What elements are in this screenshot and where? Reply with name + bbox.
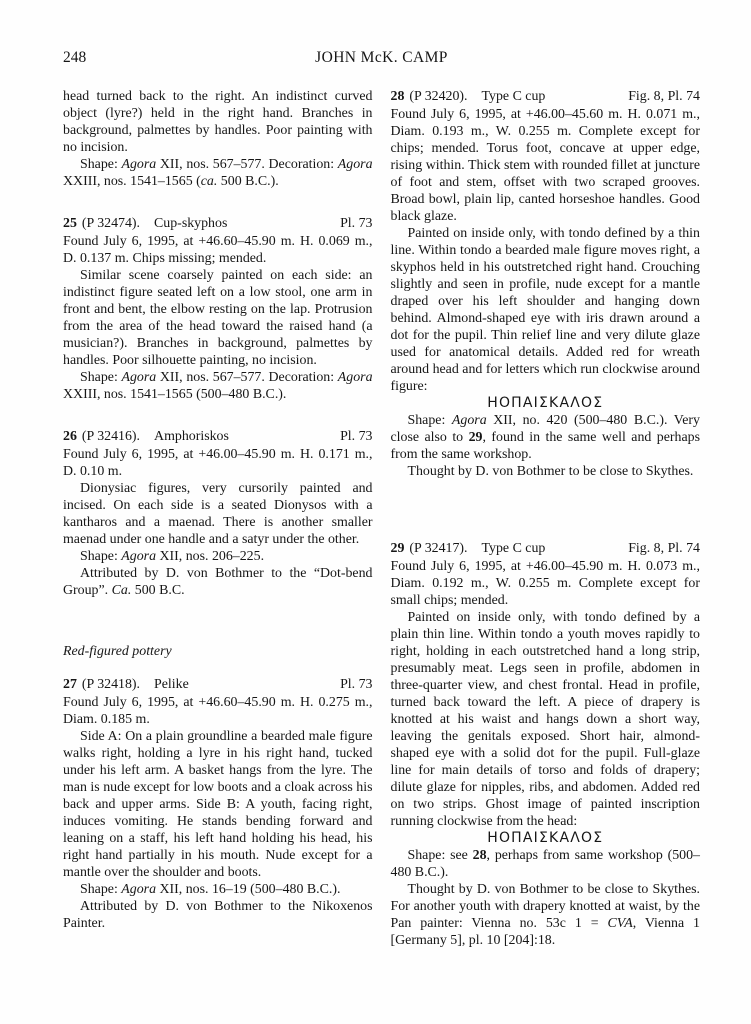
continuation-paragraph: head turned back to the right. An indistinct curved object (lyre?) held in the right hand. Branches in background, palmettes by handles. Poor painting with no incision. xyxy=(63,89,373,155)
entry-27-findspot: Found July 6, 1995, at +46.60–45.90 m. H. 0.275 m., Diam. 0.185 m. xyxy=(63,695,373,727)
entry-28-number: 28 xyxy=(390,89,405,104)
section-heading-red-figured-pottery: Red-figured pottery xyxy=(63,644,172,659)
entry-28-attribution: Thought by D. von Bothmer to be close to Skythes. xyxy=(407,464,694,479)
entry-29-description: Painted on inside only, with tondo defined by a plain thin line. Within tondo a youth moves rapidly to right, holding in each outstretched hand a long strip, presumably meat. Legs seen in profile, abdomen in three-quarter view, and chest frontal. Head in profile, turned back toward the left. A piece of drapery is knotted at his waist and hangs down a short way, leaving the genitals exposed. Short hair, almond-shaped eye with a solid dot for the pupil. Full-glaze line for main details of torso and folds of drapery; dilute glaze for nipples, ribs, and abdomen. Added red on two strips. Ghost image of painted inscription running clockwise from the head: xyxy=(390,610,700,829)
entry-28-shape-name: Type C cup xyxy=(481,89,546,104)
entry-29-greek-inscription: ΗΟΠΑΙΣΚΑΛΟΣ xyxy=(487,830,604,846)
entry-25-description: Similar scene coarsely painted on each side: an indistinct figure seated left on a low stool, one arm in front and bent, the elbow resting on the lap. Protrusion from the area of the head toward the raised hand (a musician?). Branches in background, palmettes by handles. Poor silhouette painting, no incision. xyxy=(63,268,373,368)
entry-27-attribution: Attributed by D. von Bothmer to the Nikoxenos Painter. xyxy=(63,899,373,931)
catalog-entry-27 xyxy=(63,676,373,932)
entry-27-inventory-number: (P 32418). xyxy=(81,677,141,692)
entry-28-figure-plate-ref: Fig. 8, Pl. 74 xyxy=(628,89,700,104)
entry-29-inventory-number: (P 32417). xyxy=(409,541,468,556)
right-column xyxy=(391,88,701,949)
catalog-entry-25 xyxy=(63,215,373,403)
entry-28-heading xyxy=(391,88,701,105)
entry-26-shape-ref: Shape: Agora XII, nos. 206–225. xyxy=(80,549,265,564)
catalog-entry-26 xyxy=(63,428,373,599)
entry-27-heading xyxy=(63,676,373,693)
entry-27-shape-ref: Shape: Agora XII, nos. 16–19 (500–480 B.C.). xyxy=(80,882,341,897)
entry-25-plate-ref: Pl. 73 xyxy=(340,216,373,231)
entry-29-shape-ref: Shape: see 28, perhaps from same workshop (500–480 B.C.). xyxy=(390,848,700,880)
entry-26-shape-name: Amphoriskos xyxy=(154,429,229,444)
catalog-entry-28 xyxy=(391,88,701,480)
entry-25-inventory-number: (P 32474). xyxy=(81,216,141,231)
entry-29-findspot: Found July 6, 1995, at +46.00–45.90 m. H. 0.073 m., Diam. 0.192 m., W. 0.255 m. Complete except for small chips; mended. xyxy=(390,559,700,608)
page-number: 248 xyxy=(63,49,87,66)
entry-29-number: 29 xyxy=(390,541,405,556)
entry-26-plate-ref: Pl. 73 xyxy=(340,429,373,444)
entry-26-heading xyxy=(63,428,373,445)
entry-26-description: Dionysiac figures, very cursorily painted and incised. On each side is a seated Dionysos with a kantharos and a maenad. There is another smaller maenad under one handle and a satyr under the other. xyxy=(63,481,373,547)
left-column xyxy=(63,88,373,949)
entry-27-description: Side A: On a plain groundline a bearded male figure walks right, holding a lyre in his right hand, tucked under his left arm. A basket hangs from the lyre. The man is nude except for low boots and a cloak across his back and upper arms. Side B: A youth, facing right, induces vomiting. He stands bending forward and leaning on a staff, his left hand holding his head, his right hand partially in his mouth. Nude except for a mantle over the shoulder and boots. xyxy=(63,729,373,880)
entry-27-shape-name: Pelike xyxy=(154,677,189,692)
entry-26-number: 26 xyxy=(63,429,77,444)
entry-29-figure-plate-ref: Fig. 8, Pl. 74 xyxy=(628,541,700,556)
entry-26-findspot: Found July 6, 1995, at +46.00–45.90 m. H. 0.171 m., D. 0.10 m. xyxy=(63,447,373,479)
running-head: JOHN McK. CAMP xyxy=(315,49,448,66)
entry-28-description: Painted on inside only, with tondo defined by a thin line. Within tondo a bearded male figure moves right, a skyphos held in his outstretched right hand. Crouching slightly and seen in profile, nude except for a mantle draped over his left shoulder and hanging down behind. Almond-shaped eye with iris drawn around a dot for the pupil. Thin relief line and very dilute glaze used for anatomical details. Added red for wreath around head and for letters which run clockwise around figure: xyxy=(390,226,700,394)
entry-29-shape-name: Type C cup xyxy=(481,541,546,556)
entry-25-shape-ref: Shape: Agora XII, nos. 567–577. Decoration: Agora XXIII, nos. 1541–1565 (500–480 B.C.). xyxy=(63,370,373,402)
entry-28-inventory-number: (P 32420). xyxy=(409,89,468,104)
entry-28-shape-ref: Shape: Agora XII, no. 420 (500–480 B.C.). Very close also to 29, found in the same well and perhaps from the same workshop. xyxy=(390,413,700,462)
entry-29-attribution: Thought by D. von Bothmer to be close to Skythes. For another youth with drapery knotted at waist, by the Pan painter: Vienna no. 53c 1 = CVA, Vienna 1 [Germany 5], pl. 10 [204]:18. xyxy=(390,882,701,948)
page-header xyxy=(63,49,700,69)
entry-28-findspot: Found July 6, 1995, at +46.00–45.60 m. H. 0.071 m., Diam. 0.193 m., W. 0.255 m. Complete except for chips; mended. Torus foot, concave at upper edge, rising within. Thick stem with rounded fillet at juncture of foot and stem, offset with two scraped grooves. Broad bowl, plain lip, canted horseshoe handles. Good black glaze. xyxy=(390,107,700,224)
entry-29-heading xyxy=(391,540,701,557)
entry-25-number: 25 xyxy=(63,216,77,231)
entry-27-plate-ref: Pl. 73 xyxy=(340,677,373,692)
entry-25-findspot: Found July 6, 1995, at +46.60–45.90 m. H. 0.069 m., D. 0.137 m. Chips missing; mended. xyxy=(63,234,373,266)
text-columns xyxy=(63,88,700,949)
entry-26-inventory-number: (P 32416). xyxy=(81,429,141,444)
entry-27-number: 27 xyxy=(63,677,77,692)
entry-28-greek-inscription: ΗΟΠΑΙΣΚΑΛΟΣ xyxy=(487,395,604,411)
catalog-entry-29 xyxy=(391,540,701,949)
entry-26-attribution: Attributed by D. von Bothmer to the “Dot-bend Group”. Ca. 500 B.C. xyxy=(63,566,373,598)
continuation-shape-ref: Shape: Agora XII, nos. 567–577. Decoration: Agora XXIII, nos. 1541–1565 (ca. 500 B.C.). xyxy=(63,157,373,189)
entry-25-heading xyxy=(63,215,373,232)
entry-25-shape-name: Cup-skyphos xyxy=(154,216,228,231)
